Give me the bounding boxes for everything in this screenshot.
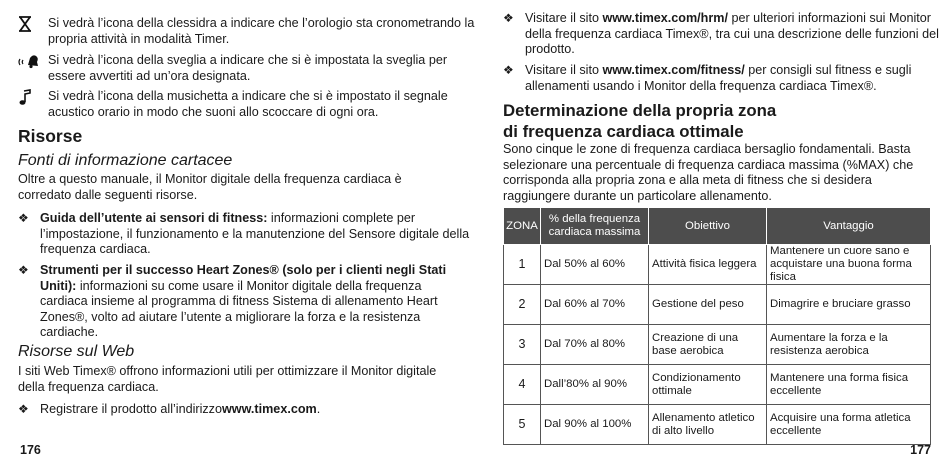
table-row <box>504 285 931 325</box>
icon-item-alarm <box>18 53 480 84</box>
cell-zona: 2 <box>504 285 541 325</box>
cell-obiettivo: Creazione di una base aerobica <box>649 325 767 365</box>
bullet-text: Registrare il prodotto all’indirizzo <box>40 402 222 416</box>
cell-pct: Dall’80% al 90% <box>541 365 649 405</box>
cell-vantaggio: Mantenere una forma fisica eccellente <box>767 365 931 405</box>
cell-zona: 5 <box>504 405 541 445</box>
timex-url-link[interactable]: www.timex.com <box>222 402 317 416</box>
left-page <box>18 0 475 467</box>
list-item <box>18 402 472 418</box>
timex-fitness-url-link[interactable]: www.timex.com/fitness/ <box>602 63 745 77</box>
icon-item-text: Si vedrà l’icona della sveglia a indicare che si è impostata la sveglia per essere avvertiti ad un’ora designata. <box>48 53 448 83</box>
col-header-vantaggio: Vantaggio <box>767 208 931 245</box>
bullet-title: Strumenti per il successo Heart Zones® (solo per i clienti negli Stati Uniti): <box>40 263 447 293</box>
music-note-icon <box>18 89 40 107</box>
diamond-bullet-icon: ❖ <box>503 11 514 25</box>
section-heading-zona <box>503 100 776 142</box>
cell-obiettivo: Allenamento atletico di alto livello <box>649 405 767 445</box>
cell-vantaggio: Mantenere un cuore sano e acquistare una buona forma fisica <box>767 245 931 285</box>
icon-item-music <box>18 89 480 120</box>
subheading-web: Risorse sul Web <box>18 343 135 360</box>
cell-pct: Dal 70% al 80% <box>541 325 649 365</box>
diamond-bullet-icon: ❖ <box>18 211 29 225</box>
web-intro: I siti Web Timex® offrono informazioni utili per ottimizzare il Monitor digitale della frequenza cardiaca. <box>18 364 437 394</box>
heading-line: di frequenza cardiaca ottimale <box>503 122 744 141</box>
icon-item-text: Si vedrà l’icona della clessidra a indicare che l’orologio sta cronometrando la propria attività in modalità Timer. <box>48 16 475 46</box>
bullet-title: Guida dell’utente ai sensori di fitness: <box>40 211 268 225</box>
bullet-text: informazioni complete per l’impostazione, il funzionamento e la manutenzione del Sensore digitale della frequenza cardiaca. <box>40 211 470 256</box>
zone-intro: Sono cinque le zone di frequenza cardiaca bersaglio fondamentali. Basta selezionare una percentuale di frequenza cardiaca massima (%MAX) che corrisponda alla propria zona e alla meta di fitness che si desidera raggiungere durante un particolare allenamento. <box>503 142 914 203</box>
zone-table <box>503 207 931 445</box>
bullet-text: informazioni su come usare il Monitor digitale della frequenza cardiaca insieme al programma di fitness Sistema di allenamento Heart Zones®, volto ad aiutare l’utente a migliorare la forza e la resistenza cardiache. <box>40 278 438 339</box>
cell-vantaggio: Acquisire una forma atletica eccellente <box>767 405 931 445</box>
diamond-bullet-icon: ❖ <box>18 263 29 277</box>
cell-obiettivo: Gestione del peso <box>649 285 767 325</box>
cell-vantaggio: Aumentare la forza e la resistenza aerobica <box>767 325 931 365</box>
section-heading-risorse: Risorse <box>18 126 83 146</box>
icon-item-text: Si vedrà l’icona della musichetta a indicare che si è impostato il segnale acustico orario in modo che suoni allo scoccare di ogni ora. <box>48 89 448 119</box>
list-item <box>18 211 472 258</box>
cell-pct: Dal 50% al 60% <box>541 245 649 285</box>
bullet-end: . <box>316 402 321 416</box>
table-row <box>504 245 931 285</box>
alarm-bell-icon <box>18 53 40 71</box>
right-page <box>503 0 939 467</box>
cell-obiettivo: Condizionamento ottimale <box>649 365 767 405</box>
col-header-zona: ZONA <box>504 208 541 245</box>
bullet-text: Visitare il sito <box>525 11 603 25</box>
cell-vantaggio: Dimagrire e bruciare grasso <box>767 285 931 325</box>
bullet-text: per ulteriori informazioni sui Monitor della frequenza cardiaca Timex®, tra cui una descrizione delle funzioni del prodotto. <box>525 11 939 56</box>
subheading-print: Fonti di informazione cartacee <box>18 152 233 169</box>
heading-line: Determinazione della propria zona <box>503 101 777 120</box>
timex-hrm-url-link[interactable]: www.timex.com/hrm/ <box>602 11 728 25</box>
icon-item-hourglass <box>18 16 480 47</box>
list-item <box>503 11 950 58</box>
hourglass-icon <box>18 16 40 34</box>
col-header-pct: % della frequenza cardiaca massima <box>541 208 649 245</box>
page-number-left: 176 <box>20 443 41 457</box>
diamond-bullet-icon: ❖ <box>18 402 29 416</box>
col-header-obiettivo: Obiettivo <box>649 208 767 245</box>
table-row <box>504 325 931 365</box>
diamond-bullet-icon: ❖ <box>503 63 514 77</box>
table-row <box>504 365 931 405</box>
list-item <box>503 63 950 94</box>
table-header-row <box>504 208 931 245</box>
cell-obiettivo: Attività fisica leggera <box>649 245 767 285</box>
table-row <box>504 405 931 445</box>
cell-zona: 1 <box>504 245 541 285</box>
bullet-text: Visitare il sito <box>525 63 603 77</box>
cell-zona: 3 <box>504 325 541 365</box>
cell-pct: Dal 90% al 100% <box>541 405 649 445</box>
cell-pct: Dal 60% al 70% <box>541 285 649 325</box>
page-number-right: 177 <box>910 443 931 457</box>
list-item <box>18 263 472 341</box>
print-intro: Oltre a questo manuale, il Monitor digitale della frequenza cardiaca è corredato dalle seguenti risorse. <box>18 172 402 202</box>
bullet-text: per consigli sul fitness e sugli allenamenti usando i Monitor della frequenza cardiaca Timex®. <box>525 63 912 93</box>
cell-zona: 4 <box>504 365 541 405</box>
